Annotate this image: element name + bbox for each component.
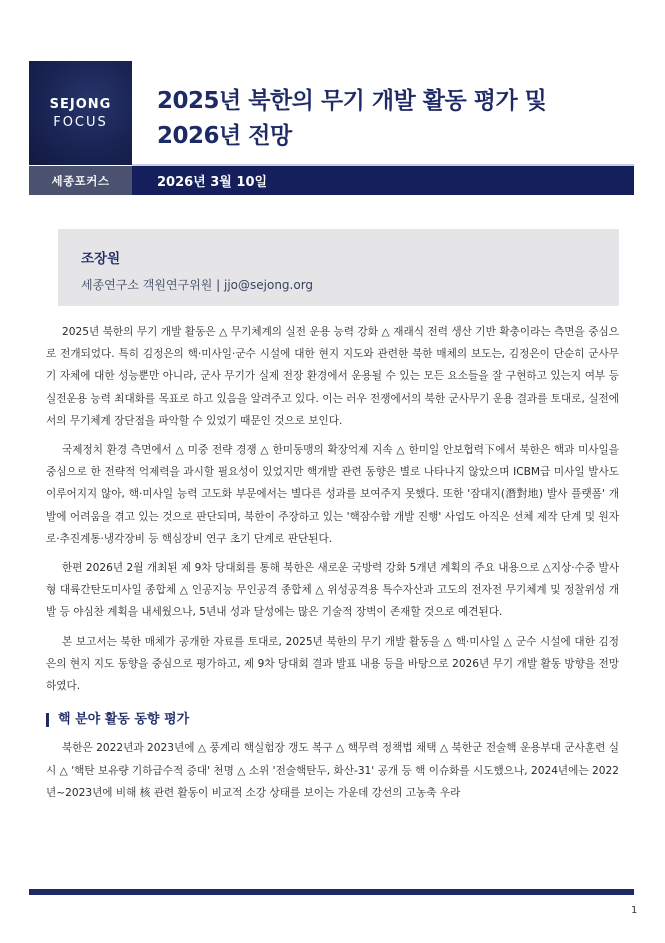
author-affiliation: 세종연구소 객원연구위원 | jjo@sejong.org: [81, 278, 314, 292]
section-heading-text: 핵 분야 활동 동향 평가: [58, 712, 190, 728]
document-body: [46, 321, 619, 811]
publication-date: 2026년 3월 10일: [132, 166, 634, 195]
page-number: 1: [631, 905, 638, 916]
author-name: 조장원: [81, 251, 121, 267]
logo-text-focus: FOCUS: [53, 114, 108, 130]
section-heading: [46, 709, 619, 731]
body-paragraph: 2025년 북한의 무기 개발 활동은 △ 무기체계의 실전 운용 능력 강화 △ 재래식 전력 생산 기반 확충이라는 측면을 중심으로 전개되었다. 특히 김정은의 핵·미사일·군수 시설에 대한 현지 지도와 관련한 북한 매체의 보도는, 김정은이 단순히 군사무기 자체에 대한 성능뿐만 아니라, 군사 무기가 실제 전장 환경에서 운용될 수 있는 모든 요소들을 잘 구현하고 있는지 여부 등 실전운용 능력 최대화를 목표로 하고 있음을 알려주고 있다. 이는 러우 전쟁에서의 북한 군사무기 운용 결과를 토대로, 실전에서의 무기체계 장단점을 파악할 수 있었기 때문인 것으로 보인다.: [46, 326, 619, 427]
body-paragraph: 국제정치 환경 측면에서 △ 미중 전략 경쟁 △ 한미동맹의 확장억제 지속 △ 한미일 안보협력下에서 북한은 핵과 미사일을 중심으로 한 전략적 억제력을 과시할 필요성이 있었지만 핵개발 관련 동향은 별로 나타나지 않았으며 ICBM급 미사일 발사도 이루어지지 않아, 핵·미사일 능력 고도화 부문에서는 별다른 성과를 보여주지 못했다. 또한 '잠대지(潛對地) 발사 플랫폼' 개발에 어려움을 겪고 있는 것으로 판단되며, 북한이 주장하고 있는 '핵잠수함 개발 진행' 사업도 아직은 선체 제작 단계 및 원자로·추진계통·냉각장비 등 핵심장비 연구 초기 단계로 판단된다.: [46, 444, 619, 545]
author-box: [58, 229, 619, 306]
series-label: 세종포커스: [29, 166, 132, 195]
title-line-1: 2025년 북한의 무기 개발 활동 평가 및: [157, 88, 547, 114]
document-title: [157, 84, 627, 154]
body-paragraph: 본 보고서는 북한 매체가 공개한 자료를 토대로, 2025년 북한의 무기 개발 활동을 △ 핵·미사일 △ 군수 시설에 대한 김정은의 현지 지도 동향을 중심으로 평가하고, 제 9차 당대회 결과 발표 내용 등을 바탕으로 2026년 무기 개발 활동 방향을 전망하였다.: [46, 635, 619, 693]
body-paragraph: 북한은 2022년과 2023년에 △ 풍계리 핵실험장 갱도 복구 △ 핵무력 정책법 채택 △ 북한군 전술핵 운용부대 군사훈련 실시 △ '핵탄 보유량 기하급수적 증대' 천명 △ 소위 '전술핵탄두, 화산-31' 공개 등 핵 이슈화를 시도했으나, 2024년에는 2022년~2023년에 비해 核 관련 활동이 비교적 소강 상태를 보이는 가운데 강선의 고농축 우라: [46, 742, 619, 799]
body-paragraph: 한편 2026년 2월 개최된 제 9차 당대회를 통해 북한은 새로운 국방력 강화 5개년 계획의 주요 내용으로 △지상·수중 발사형 대륙간탄도미사일 종합체 △ 인공지능 무인공격 종합체 △ 위성공격용 특수자산과 고도의 전자전 무기체계 및 정찰위성 개발 등 야심찬 계획을 내세웠으나, 5년내 성과 달성에는 많은 기술적 장벽이 존재할 것으로 예견된다.: [46, 562, 619, 619]
footer-divider: [29, 889, 634, 895]
title-line-2: 2026년 전망: [157, 123, 292, 149]
logo-text-sejong: SEJONG: [49, 96, 112, 112]
sejong-focus-logo: [29, 61, 132, 165]
section-marker: [46, 713, 49, 727]
